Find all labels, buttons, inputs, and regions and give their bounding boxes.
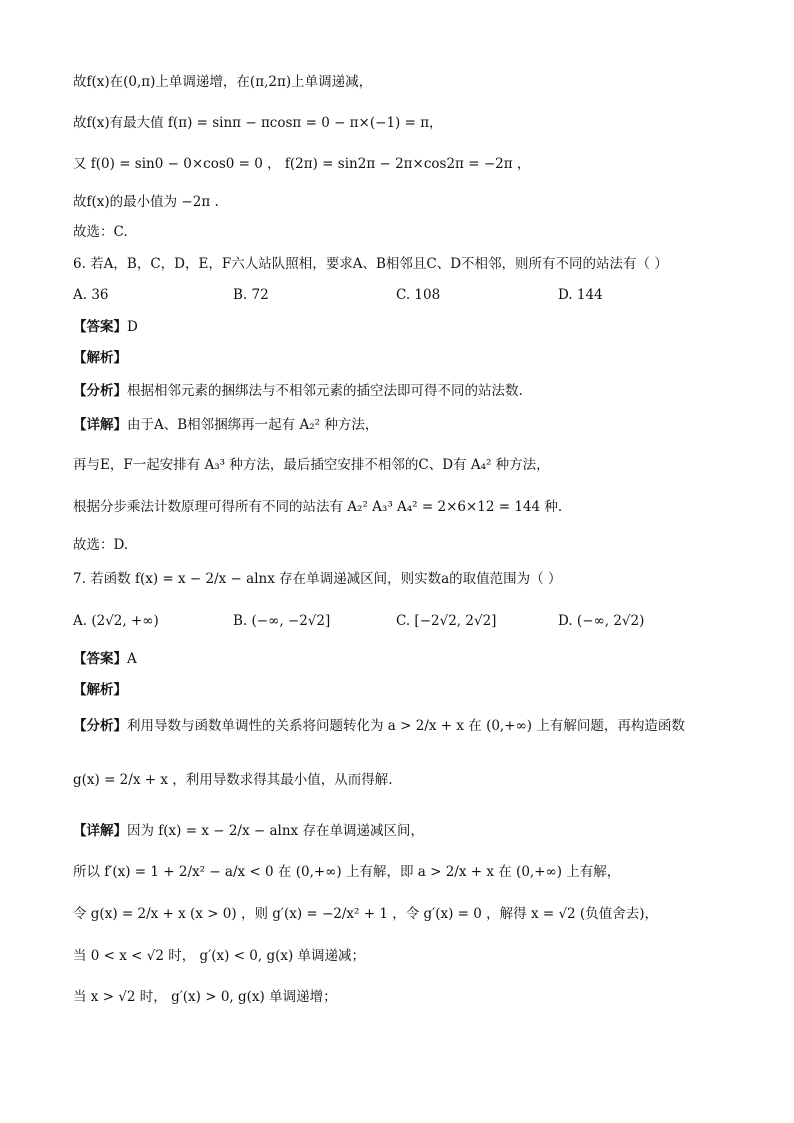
q6-analysis-tag xyxy=(73,349,754,367)
q7-fenxi-tag: 【分析】 xyxy=(73,718,127,734)
prev-line-1: 故f(x)在(0,π)上单调递增，在(π,2π)上单调递减， xyxy=(73,74,373,90)
q7-detail-tag: 【详解】 xyxy=(73,823,127,839)
q7-option-c: C. [−2√2, 2√2] xyxy=(396,613,497,629)
q7-stem: 7. 若函数 f(x) = x − 2/x − alnx 存在单调递减区间，则实数a的取值范围为（ ） xyxy=(73,571,562,587)
q7-option-a: A. (2√2, +∞) xyxy=(73,613,159,629)
prev-line-3: 又 f(0) = sin0 − 0×cos0 = 0 ， f(2π) = sin2π − 2π×cos2π = −2π ， xyxy=(73,156,531,172)
q6-fenxi-tag: 【分析】 xyxy=(73,383,127,399)
q6-option-b: B. 72 xyxy=(233,287,269,303)
q6-choice: 故选：D. xyxy=(73,537,129,553)
q6-detail-line-1 xyxy=(73,416,754,434)
q7-detail-line-4: 当 0 < x < √2 时， g′(x) < 0, g(x) 单调递减； xyxy=(73,948,366,964)
q6-fenxi: 根据相邻元素的捆绑法与不相邻元素的插空法即可得不同的站法数. xyxy=(127,383,523,399)
q7-analysis-tag xyxy=(73,681,754,699)
q6-answer-line xyxy=(73,318,754,336)
q6-detail-line-2: 再与E，F一起安排有 A₃³ 种方法，最后插空安排不相邻的C、D有 A₄² 种方法， xyxy=(73,457,550,473)
q7-detail-line-3: 令 g(x) = 2/x + x (x > 0) ，则 g′(x) = −2/x² + 1 ，令 g′(x) = 0 ，解得 x = √2 (负值舍去)， xyxy=(73,906,658,922)
q6-detail-tag: 【详解】 xyxy=(73,417,127,433)
q7-fenxi-line-2: g(x) = 2/x + x ，利用导数求得其最小值，从而得解. xyxy=(73,772,393,788)
q6-option-a: A. 36 xyxy=(73,287,109,303)
q6-fenxi-line xyxy=(73,382,754,400)
q6-answer: D xyxy=(127,319,138,335)
q7-detail-line-2: 所以 f′(x) = 1 + 2/x² − a/x < 0 在 (0,+∞) 上有解，即 a > 2/x + x 在 (0,+∞) 上有解， xyxy=(73,864,621,880)
prev-line-4: 故f(x)的最小值为 −2π . xyxy=(73,194,219,210)
q7-detail-line-1 xyxy=(73,822,754,840)
q6-detail-line-3: 根据分步乘法计数原理可得所有不同的站法有 A₂² A₃³ A₄² = 2×6×12 = 144 种. xyxy=(73,499,563,515)
q6-analysis-label: 【解析】 xyxy=(73,350,127,366)
q7-fenxi-line-1 xyxy=(73,717,754,735)
q7-option-b: B. (−∞, −2√2] xyxy=(233,613,331,629)
prev-choice: 故选：C. xyxy=(73,224,128,240)
q6-option-d: D. 144 xyxy=(558,287,603,303)
q6-option-c: C. 108 xyxy=(396,287,441,303)
q7-detail-line-5: 当 x > √2 时， g′(x) > 0, g(x) 单调递增； xyxy=(73,989,337,1005)
q7-answer-line xyxy=(73,650,754,668)
q7-answer: A xyxy=(127,651,137,667)
q6-stem: 6. 若A，B，C，D，E，F六人站队照相，要求A、B相邻且C、D不相邻，则所有不同的站法有（ ） xyxy=(73,256,668,272)
prev-line-2: 故f(x)有最大值 f(π) = sinπ − πcosπ = 0 − π×(−1) = π， xyxy=(73,115,443,131)
q6-detail-1: 由于A、B相邻捆绑再一起有 A₂² 种方法， xyxy=(127,417,379,433)
q6-answer-tag: 【答案】 xyxy=(73,319,127,335)
q7-option-d: D. (−∞, 2√2) xyxy=(558,613,645,629)
q7-analysis-label: 【解析】 xyxy=(73,682,127,698)
q7-fenxi-1: 利用导数与函数单调性的关系将问题转化为 a > 2/x + x 在 (0,+∞) 上有解问题，再构造函数 xyxy=(127,718,685,734)
q7-answer-tag: 【答案】 xyxy=(73,651,127,667)
q7-detail-1: 因为 f(x) = x − 2/x − alnx 存在单调递减区间， xyxy=(127,823,424,839)
